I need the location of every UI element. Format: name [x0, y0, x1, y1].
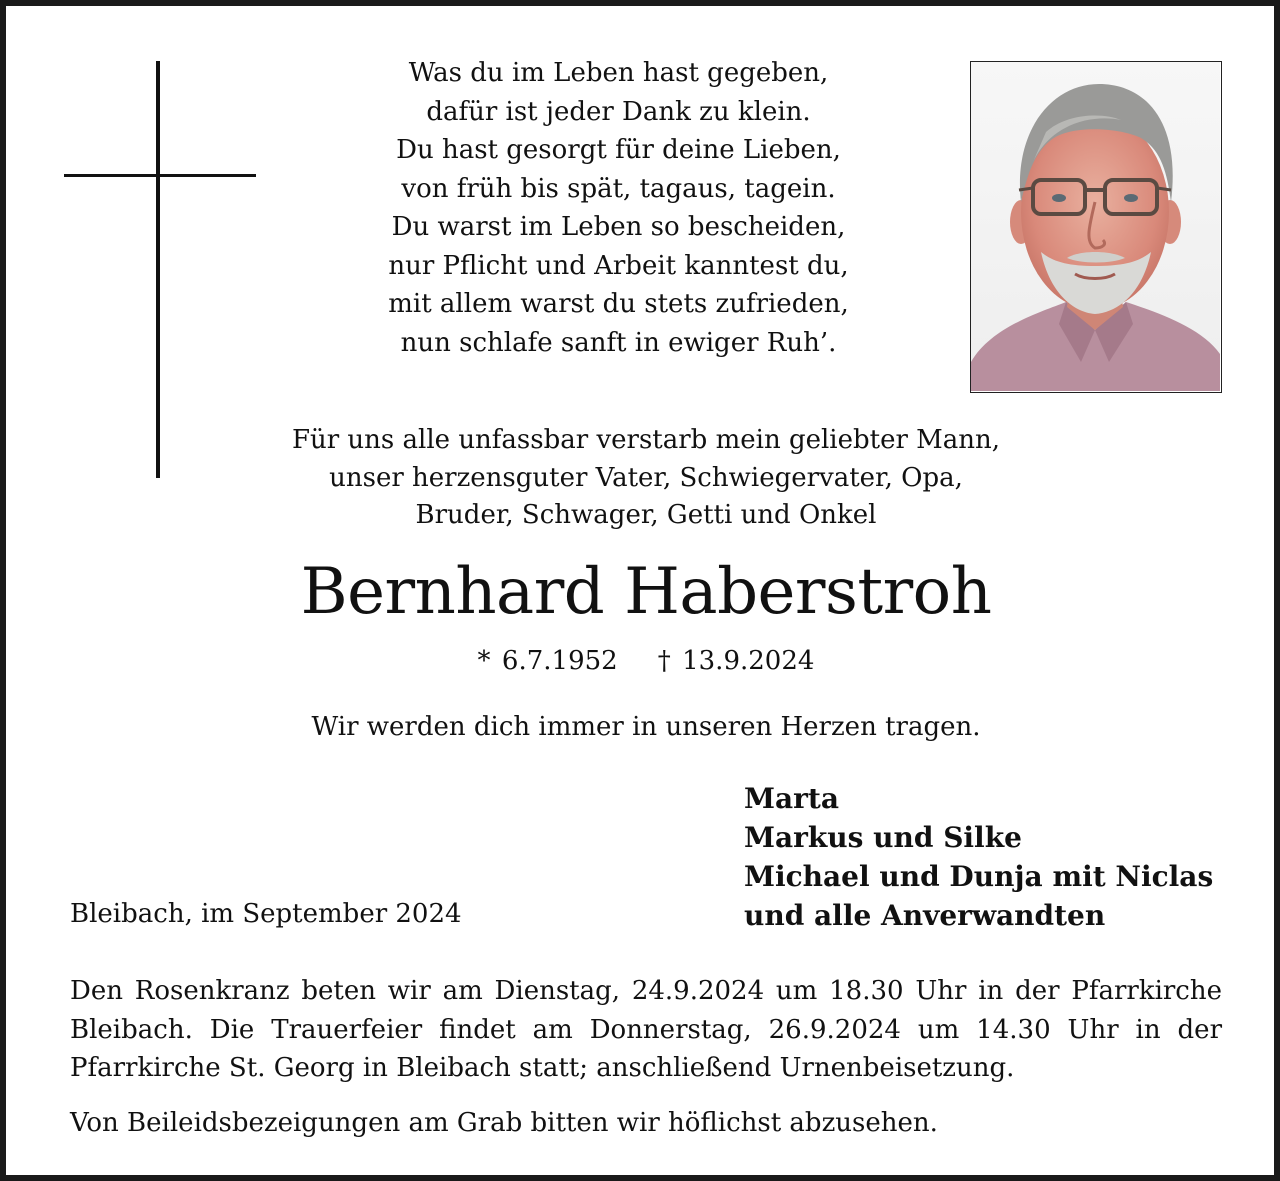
place-and-date: Bleibach, im September 2024	[70, 899, 462, 929]
poem-line: von früh bis spät, tagaus, tagein.	[401, 173, 836, 204]
announcement-line: Bruder, Schwager, Getti und Onkel	[415, 500, 877, 530]
poem-line: Du hast gesorgt für deine Lieben,	[396, 135, 841, 165]
deceased-name: Bernhard Haberstroh	[300, 555, 992, 629]
poem-line: mit allem warst du stets zufrieden,	[388, 289, 849, 319]
mourner: Michael und Dunja mit Niclas	[744, 860, 1214, 893]
memorial-poem	[336, 54, 901, 362]
poem-line: nur Pflicht und Arbeit kanntest du,	[388, 250, 849, 281]
announcement-line: Für uns alle unfassbar verstarb mein geliebter Mann,	[291, 425, 1001, 455]
poem-line: Was du im Leben hast gegeben,	[408, 58, 829, 88]
mourner: und alle Anverwandten	[744, 899, 1106, 932]
poem-line: dafür ist jeder Dank zu klein.	[426, 96, 811, 127]
cross-icon-horizontal	[64, 174, 256, 177]
condolence-request: Von Beileidsbezeigungen am Grab bitten wir höflichst abzusehen.	[70, 1108, 938, 1138]
announcement-line: unser herzensguter Vater, Schwiegervater, Opa,	[329, 462, 963, 493]
mourner: Markus und Silke	[744, 821, 1022, 854]
mourners-list	[744, 779, 1264, 935]
portrait-photo-image	[971, 62, 1220, 391]
death-announcement	[206, 422, 1086, 535]
birth-date: * 6.7.1952	[477, 646, 618, 676]
death-date: † 13.9.2024	[657, 646, 815, 676]
remembrance-line: Wir werden dich immer in unseren Herzen tragen.	[311, 712, 981, 742]
life-dates	[346, 642, 946, 680]
poem-line: Du warst im Leben so bescheiden,	[391, 212, 846, 242]
portrait-photo	[970, 61, 1222, 393]
service-details: Den Rosenkranz beten wir am Dienstag, 24.9.2024 um 18.30 Uhr in der Pfarrkirche Bleibach. Die Trauerfeier findet am Donnerstag, 26.9.2024 um 14.30 Uhr in der Pfarrkirche St. Georg in Bleibach statt; anschließend Urnenbeisetzung.	[70, 976, 1222, 1083]
poem-line: nun schlafe sanft in ewiger Ruh’.	[400, 327, 837, 358]
mourner: Marta	[744, 782, 839, 815]
cross-icon-vertical	[156, 61, 160, 478]
